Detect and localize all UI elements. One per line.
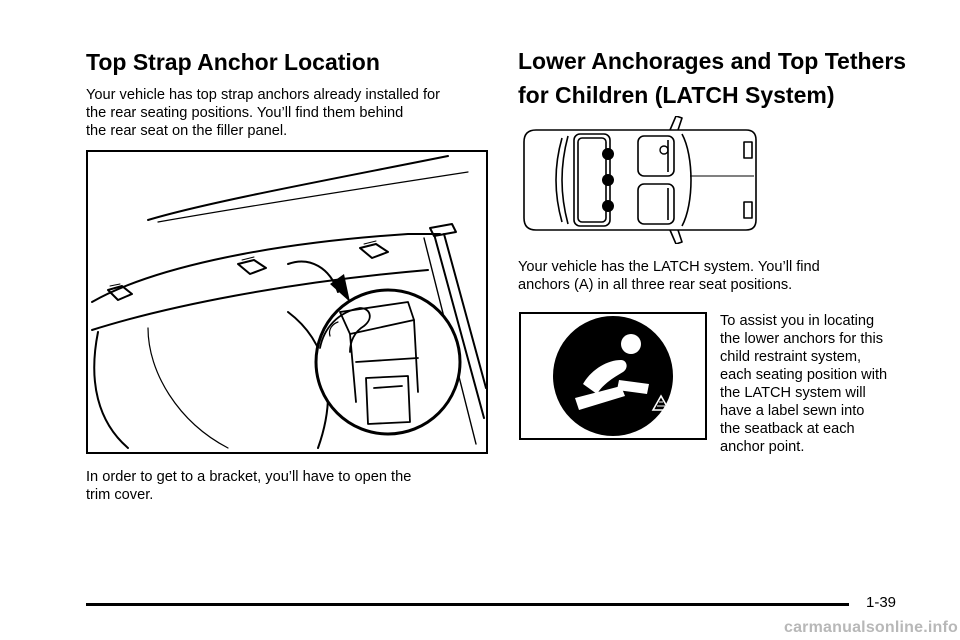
child-head-icon: [621, 334, 641, 354]
page-number: 1-39: [866, 594, 897, 611]
footer-rule: [86, 603, 849, 606]
text-line: To assist you in locating: [720, 313, 875, 329]
text-line: In order to get to a bracket, you’ll have to open the: [86, 469, 412, 485]
text-line: the rear seat on the filler panel.: [86, 123, 288, 139]
text-line: the lower anchors for this: [720, 331, 884, 347]
text-line: the rear seating positions. You’ll find them behind: [86, 105, 404, 121]
latch-label-illustration: [519, 312, 707, 440]
latch-paragraph: [518, 258, 938, 294]
text-line: each seating position with: [720, 367, 888, 383]
text-line: the LATCH system will: [720, 385, 866, 401]
text-line: anchor point.: [720, 439, 805, 455]
text-line: have a label sewn into: [720, 403, 865, 419]
trim-cover-paragraph: [86, 468, 496, 504]
text-line: trim cover.: [86, 487, 154, 503]
anchor-label-paragraph: [720, 312, 930, 456]
text-line: anchors (A) in all three rear seat positions.: [518, 277, 793, 293]
text-line: Your vehicle has the LATCH system. You’ll find: [518, 259, 820, 275]
top-strap-paragraph: [86, 86, 496, 140]
text-line: Your vehicle has top strap anchors already installed for: [86, 87, 440, 103]
watermark-text: carmanualsonline.info: [783, 619, 958, 636]
rear-filler-panel-illustration: [86, 150, 488, 454]
heading-line: Lower Anchorages and Top Tethers: [518, 48, 907, 74]
car-top-view-diagram: [518, 116, 758, 244]
text-line: child restraint system,: [720, 349, 862, 365]
text-line: the seatback at each: [720, 421, 855, 437]
section-heading-top-strap-anchor: Top Strap Anchor Location: [86, 49, 380, 75]
heading-line: for Children (LATCH System): [518, 82, 835, 108]
section-heading-latch-system: [518, 44, 938, 112]
